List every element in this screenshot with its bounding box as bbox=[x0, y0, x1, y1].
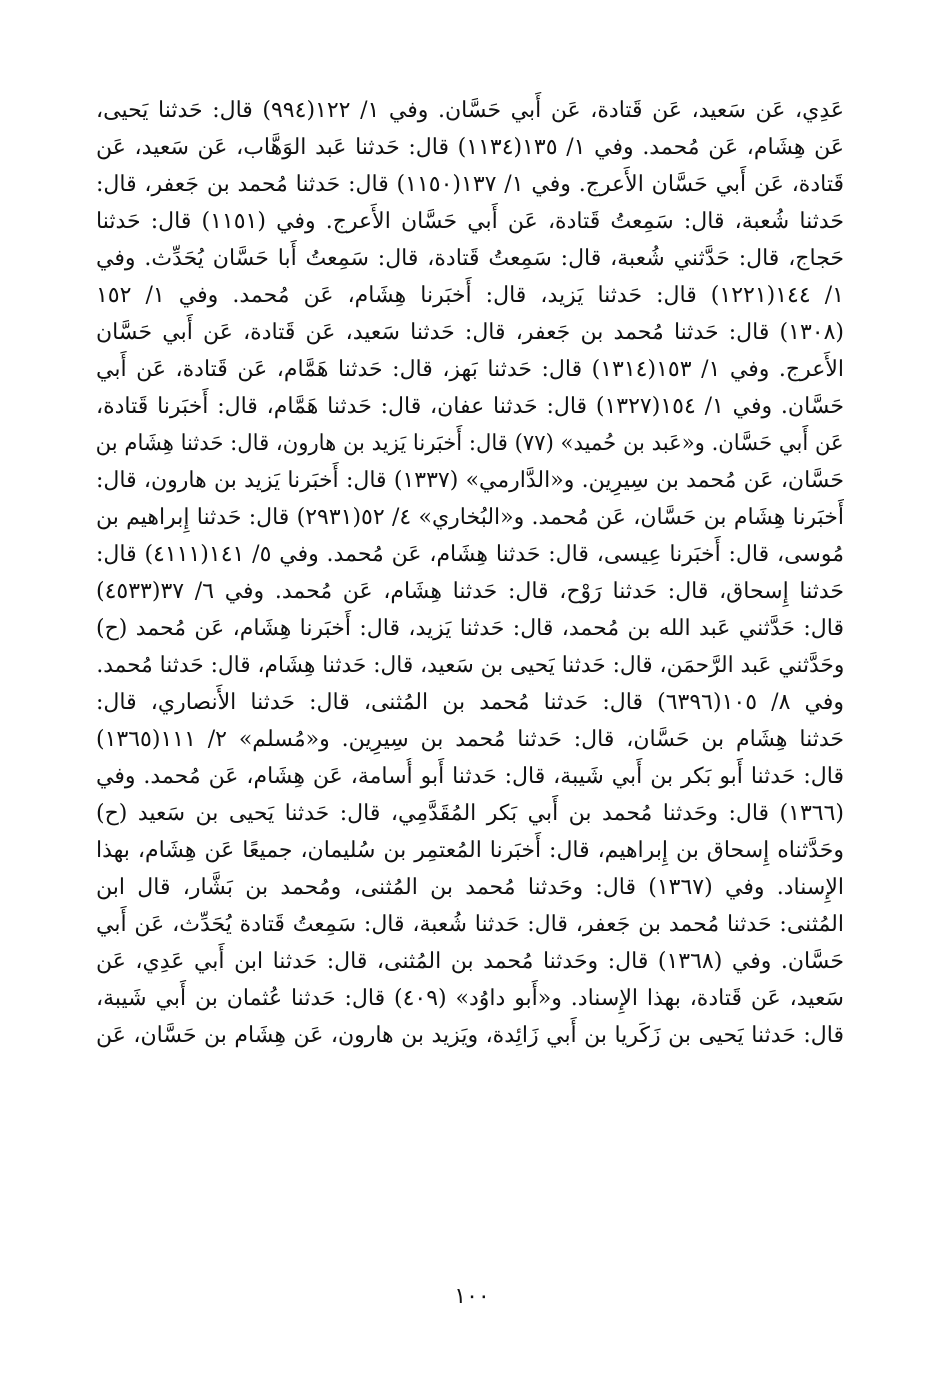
text-line: مُوسى، قال: أَخبَرنا عِيسى، قال: حَدثنا هِشَام، عَن مُحمد. وفي ٥/ ١٤١(٤١١١) قال: bbox=[96, 542, 844, 567]
text-line: وحَدَّثناه إِسحاق بن إِبراهيم، قال: أَخبَرنا المُعتمِر بن سُليمان، جميعًا عَن هِشَام، بهذا bbox=[96, 838, 844, 863]
text-line: ١/ ١٤٤(١٢٢١) قال: حَدثنا يَزيد، قال: أَخبَرنا هِشَام، عَن مُحمد. وفي ١/ ١٥٢ bbox=[96, 283, 844, 308]
text-line: حَسَّان. وفي ١/ ١٥٤(١٣٢٧) قال: حَدثنا عفان، قال: حَدثنا هَمَّام، قال: أَخبَرنا قَتادة، bbox=[96, 394, 844, 419]
text-line: حَجاج، قال: حَدَّثني شُعبة، قال: سَمِعتُ قَتادة، قال: سَمِعتُ أَبا حَسَّان يُحَدِّث. وفي bbox=[96, 246, 844, 271]
text-line: قال: حَدَّثني عَبد الله بن مُحمد، قال: حَدثنا يَزيد، قال: أَخبَرنا هِشَام، عَن مُحمد (ح) bbox=[96, 616, 844, 641]
text-line: عَن هِشَام، عَن مُحمد. وفي ١/ ١٣٥(١١٣٤) قال: حَدثنا عَبد الوَهَّاب، عَن سَعيد، عَن bbox=[96, 135, 844, 160]
text-line: وحَدَّثني عَبد الرَّحمَن، قال: حَدثنا يَحيى بن سَعيد، قال: حَدثنا هِشَام، قال: حَدثنا مُحمد. bbox=[96, 653, 844, 678]
text-line: قال: حَدثنا يَحيى بن زَكَريا بن أَبي زَائِدة، ويَزيد بن هارون، عَن هِشَام بن حَسَّان، عَن bbox=[96, 1023, 844, 1048]
text-line: حَسَّان، عَن مُحمد بن سِيرِين. و«الدَّارمي» (١٣٣٧) قال: أَخبَرنا يَزيد بن هارون، قال: bbox=[96, 468, 844, 493]
text-line: قال: حَدثنا أَبو بَكر بن أَبي شَيبة، قال: حَدثنا أَبو أُسامة، عَن هِشَام، عَن مُحمد. وفي bbox=[96, 764, 844, 789]
text-line: وفي ٨/ ١٠٥(٦٣٩٦) قال: حَدثنا مُحمد بن المُثنى، قال: حَدثنا الأَنصاري، قال: bbox=[96, 690, 844, 715]
text-line: أَخبَرنا هِشَام بن حَسَّان، عَن مُحمد. و«البُخاري» ٤/ ٥٢(٢٩٣١) قال: حَدثنا إِبراهيم بن bbox=[96, 505, 844, 530]
page-number: ١٠٠ bbox=[454, 1284, 490, 1309]
text-line: المُثنى: حَدثنا مُحمد بن جَعفر، قال: حَدثنا شُعبة، قال: سَمِعتُ قَتادة يُحَدِّث، عَن أَبي bbox=[96, 912, 844, 937]
text-line: عَدِي، عَن سَعيد، عَن قَتادة، عَن أَبي حَسَّان. وفي ١/ ١٢٢(٩٩٤) قال: حَدثنا يَحيى، bbox=[96, 98, 844, 123]
text-line: حَسَّان. وفي (١٣٦٨) قال: وحَدثنا مُحمد بن المُثنى، قال: حَدثنا ابن أَبي عَدِي، عَن bbox=[96, 949, 844, 974]
text-line: الأَعرج. وفي ١/ ١٥٣(١٣١٤) قال: حَدثنا بَهز، قال: حَدثنا هَمَّام، عَن قَتادة، عَن أَبي bbox=[96, 357, 844, 382]
text-line: عَن أَبي حَسَّان. و«عَبد بن حُميد» (٧٧) قال: أَخبَرنا يَزيد بن هارون، قال: حَدثنا هِشَام بن bbox=[96, 431, 844, 456]
text-line: حَدثنا إِسحاق، قال: حَدثنا رَوْح، قال: حَدثنا هِشَام، عَن مُحمد. وفي ٦/ ٣٧(٤٥٣٣) bbox=[96, 579, 844, 604]
text-line: (١٣٦٦) قال: وحَدثنا مُحمد بن أَبي بَكر المُقَدَّمِي، قال: حَدثنا يَحيى بن سَعيد (ح) bbox=[96, 801, 844, 826]
text-line: حَدثنا شُعبة، قال: سَمِعتُ قَتادة، عَن أَبي حَسَّان الأَعرج. وفي (١١٥١) قال: حَدثنا bbox=[96, 209, 844, 234]
text-line: حَدثنا هِشَام بن حَسَّان، قال: حَدثنا مُحمد بن سِيرِين. و«مُسلم» ٢/ ١١١(١٣٦٥) bbox=[96, 727, 844, 752]
text-line: سَعيد، عَن قَتادة، بهذا الإِسناد. و«أَبو داوُد» (٤٠٩) قال: حَدثنا عُثمان بن أَبي شَيبة، bbox=[96, 986, 844, 1011]
text-line: قَتادة، عَن أَبي حَسَّان الأَعرج. وفي ١/ ١٣٧(١١٥٠) قال: حَدثنا مُحمد بن جَعفر، قال: bbox=[96, 172, 844, 197]
text-line: الإِسناد. وفي (١٣٦٧) قال: وحَدثنا مُحمد بن المُثنى، ومُحمد بن بَشَّار، قال ابن bbox=[96, 875, 844, 900]
text-line: (١٣٠٨) قال: حَدثنا مُحمد بن جَعفر، قال: حَدثنا سَعيد، عَن قَتادة، عَن أَبي حَسَّان bbox=[96, 320, 844, 345]
body-text bbox=[96, 92, 844, 1054]
